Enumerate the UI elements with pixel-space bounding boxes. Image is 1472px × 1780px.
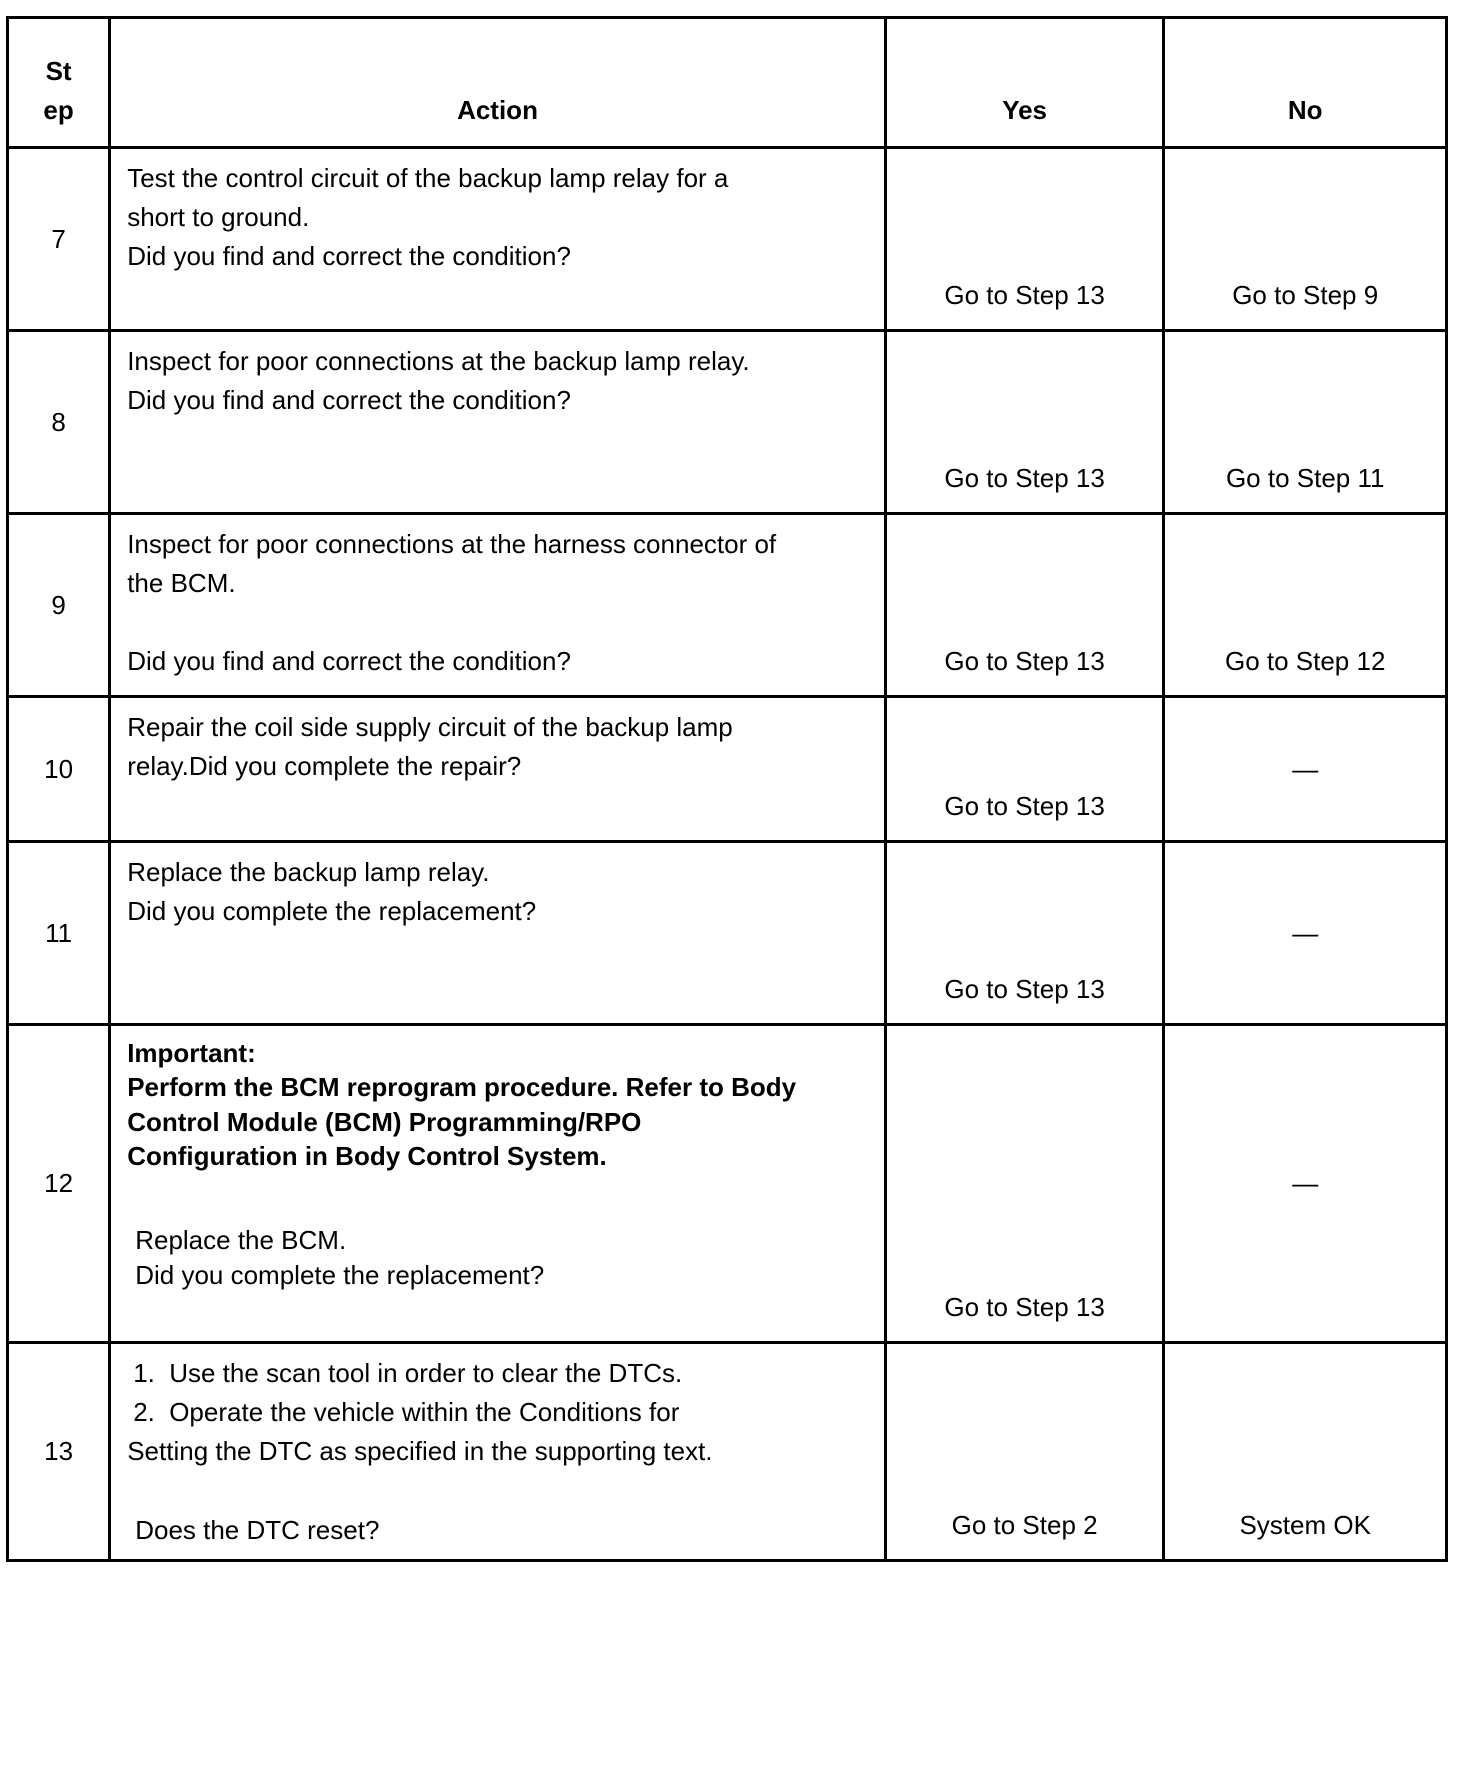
step-number: 9 — [8, 514, 110, 697]
step-number: 8 — [8, 331, 110, 514]
table-row — [8, 514, 1447, 697]
spacer — [127, 1173, 870, 1223]
action-cell — [110, 514, 886, 697]
step-number: 12 — [8, 1025, 110, 1343]
no-result: — — [1164, 697, 1447, 842]
action-line: Setting the DTC as specified in the supporting text. — [127, 1436, 713, 1466]
action-cell — [110, 842, 886, 1025]
yes-result: Go to Step 13 — [885, 697, 1164, 842]
yes-result: Go to Step 13 — [885, 331, 1164, 514]
yes-result: Go to Step 13 — [885, 1025, 1164, 1343]
question-line: Does the DTC reset? — [135, 1515, 380, 1545]
header-action: Action — [110, 18, 886, 148]
yes-result: Go to Step 13 — [885, 148, 1164, 331]
table-row — [8, 697, 1447, 842]
table-row — [8, 331, 1447, 514]
header-step — [8, 18, 110, 148]
action-cell — [110, 148, 886, 331]
no-result: Go to Step 9 — [1164, 148, 1447, 331]
spacer — [127, 1471, 870, 1511]
list-item — [127, 1393, 870, 1432]
action-line: Inspect for poor connections at the backup lamp relay. — [127, 346, 750, 376]
action-line: Replace the BCM. — [135, 1225, 347, 1256]
action-line: Did you complete the replacement? — [127, 896, 537, 926]
header-step-line2: ep — [43, 95, 74, 125]
action-line: Test the control circuit of the backup lamp relay for a — [127, 163, 729, 193]
no-result: System OK — [1164, 1343, 1447, 1561]
procedure-list — [127, 1354, 870, 1432]
no-result: Go to Step 11 — [1164, 331, 1447, 514]
step-number: 10 — [8, 697, 110, 842]
header-yes: Yes — [885, 18, 1164, 148]
step-number: 7 — [8, 148, 110, 331]
yes-result: Go to Step 13 — [885, 842, 1164, 1025]
yes-result: Go to Step 2 — [885, 1343, 1164, 1561]
diagnostic-table — [6, 16, 1448, 1562]
no-result: — — [1164, 842, 1447, 1025]
header-no: No — [1164, 18, 1447, 148]
important-line: Control Module (BCM) Programming/RPO — [127, 1106, 642, 1137]
action-cell — [110, 1025, 886, 1343]
action-cell — [110, 1343, 886, 1561]
action-cell — [110, 331, 886, 514]
action-line: Did you find and correct the condition? — [127, 646, 571, 676]
action-line: short to ground. — [127, 202, 310, 232]
list-item — [127, 1354, 870, 1393]
action-line: Did you complete the replacement? — [135, 1259, 545, 1290]
table-row — [8, 1025, 1447, 1343]
spacer — [127, 603, 870, 642]
action-line: Replace the backup lamp relay. — [127, 857, 490, 887]
step-number: 11 — [8, 842, 110, 1025]
list-item-text: Operate the vehicle within the Conditions for — [169, 1397, 680, 1427]
header-step-line1: St — [45, 56, 72, 86]
action-cell — [110, 697, 886, 842]
table-row — [8, 842, 1447, 1025]
action-line: Repair the coil side supply circuit of the backup lamp — [127, 712, 733, 742]
list-item-number: 2. — [133, 1397, 155, 1427]
action-line: the BCM. — [127, 568, 236, 598]
no-result: Go to Step 12 — [1164, 514, 1447, 697]
table-row — [8, 1343, 1447, 1561]
no-result: — — [1164, 1025, 1447, 1343]
important-line: Configuration in Body Control System. — [127, 1140, 607, 1171]
list-item-number: 1. — [133, 1358, 155, 1388]
step-number: 13 — [8, 1343, 110, 1561]
action-line: Did you find and correct the condition? — [127, 241, 571, 271]
action-line: relay.Did you complete the repair? — [127, 751, 522, 781]
action-line: Inspect for poor connections at the harness connector of — [127, 529, 777, 559]
important-label: Important: — [127, 1038, 256, 1068]
table-row — [8, 148, 1447, 331]
list-item-text: Use the scan tool in order to clear the DTCs. — [169, 1358, 683, 1388]
header-row — [8, 18, 1447, 148]
yes-result: Go to Step 13 — [885, 514, 1164, 697]
action-line: Did you find and correct the condition? — [127, 385, 571, 415]
important-line: Perform the BCM reprogram procedure. Refer to Body — [127, 1072, 797, 1103]
